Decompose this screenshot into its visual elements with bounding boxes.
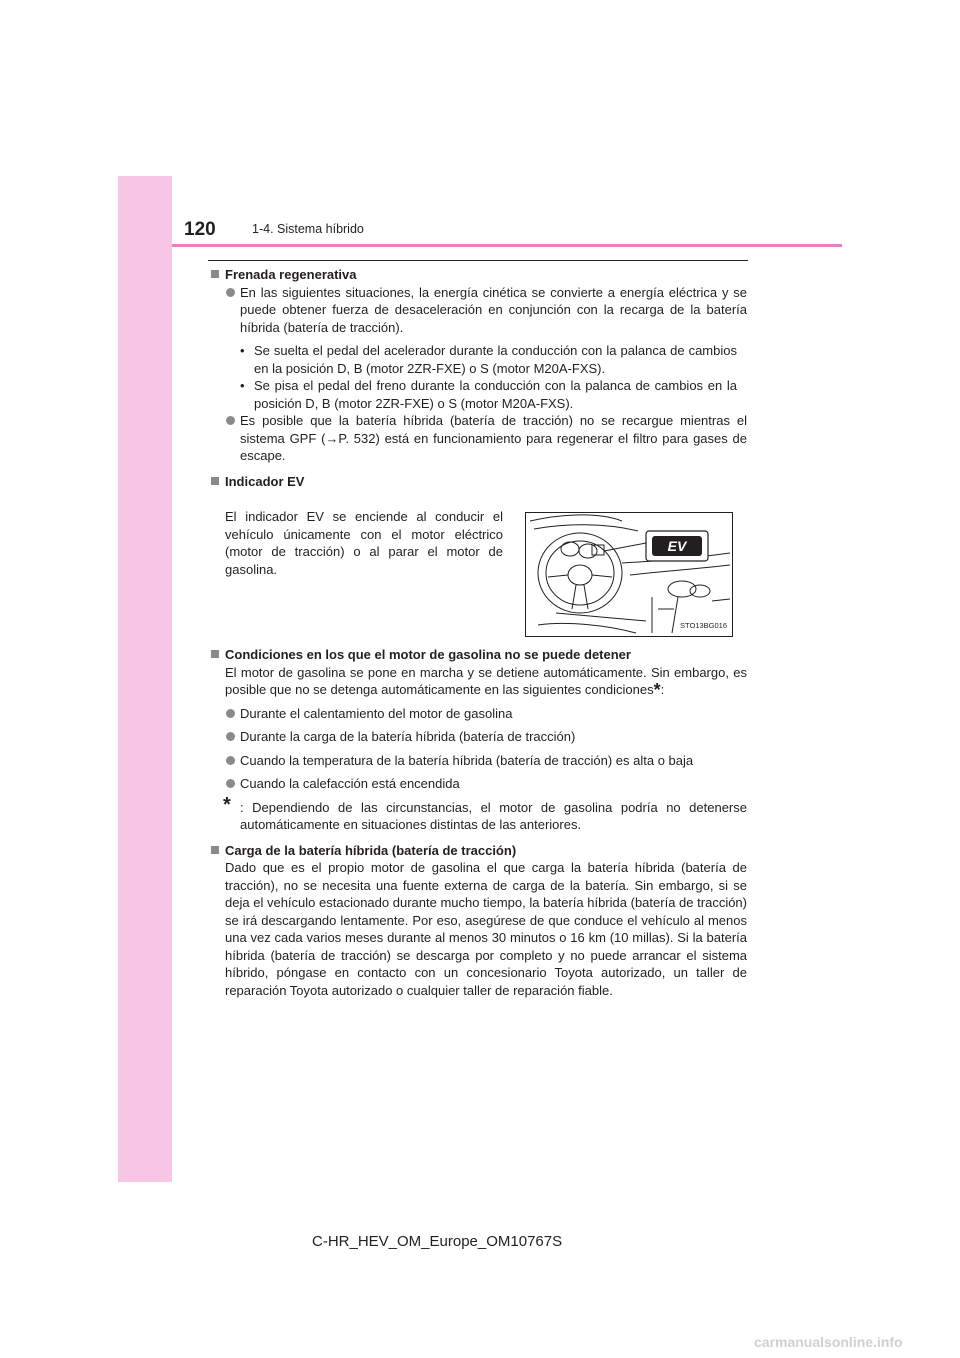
content-divider: [208, 260, 748, 261]
header-divider: [172, 244, 842, 247]
list-item: Es posible que la batería híbrida (batería de tracción) no se recargue mientras el sistema GPF (→P. 532) está en funcionamiento para regenerar el filtro para gases de escape.: [211, 412, 747, 465]
figure-code: STO13BG016: [679, 617, 728, 635]
footnote: * : Dependiendo de las circunstancias, el motor de gasolina podría no detenerse automáticamente en situaciones distintas de las anteriores.: [223, 793, 747, 832]
heading-regenerative-braking: Frenada regenerativa: [211, 266, 747, 284]
ev-indicator-illustration: [525, 512, 733, 637]
document-id: C-HR_HEV_OM_Europe_OM10767S: [312, 1233, 563, 1250]
charging-description: Dado que es el propio motor de gasolina el que carga la batería híbrida (batería de tracción), no se necesita una fuente externa de carga de la batería. Sin embargo, si se deja el vehículo estacionado durante mucho tiempo, la batería híbrida (batería de tracción) se irá descargando lentamente. Por eso, asegúrese de que conduce el vehículo al menos una vez cada varios meses durante al menos 30 minutos o 16 km (10 millas). Si la batería híbrida (batería de tracción) se descarga por completo y no puede arrancar el sistema híbrido, póngase en contacto con un concesionario Toyota autorizado, un taller de reparación Toyota autorizado o cualquier taller de reparación fiable.: [225, 860, 747, 998]
footnote-star-icon: *: [653, 680, 661, 700]
list-item: En las siguientes situaciones, la energía cinética se convierte a energía eléctrica y se puede obtener fuerza de desaceleración en conjunción con la recarga de la batería híbrida (batería de tracción).: [211, 284, 747, 337]
list-item: Cuando la calefacción está encendida: [211, 775, 747, 793]
sub-list-item: • Se pisa el pedal del freno durante la conducción con la palanca de cambios en la posición D, B (motor 2ZR-FXE) o S (motor M20A-FXS).: [240, 378, 737, 411]
section-title: 1-4. Sistema híbrido: [252, 222, 364, 236]
list-item: Durante la carga de la batería híbrida (batería de tracción): [211, 728, 747, 746]
round-bullet-icon: [226, 779, 235, 788]
section-tab-sidebar: [118, 176, 172, 1182]
heading-engine-conditions: Condiciones en los que el motor de gasolina no se puede detener: [211, 646, 747, 664]
watermark: carmanualsonline.info: [754, 1334, 903, 1350]
square-bullet-icon: [211, 270, 219, 278]
page-content: [211, 266, 747, 999]
square-bullet-icon: [211, 846, 219, 854]
footnote-star-icon: *: [223, 793, 231, 816]
page-number: 120: [184, 219, 216, 240]
ev-badge-icon: EV: [667, 538, 687, 554]
ev-indicator-block: [211, 490, 747, 636]
square-bullet-icon: [211, 477, 219, 485]
sub-list-item: • Se suelta el pedal del acelerador durante la conducción con la palanca de cambios en la posición D, B (motor 2ZR-FXE) o S (motor M20A-FXS).: [240, 343, 737, 376]
list-item: Durante el calentamiento del motor de gasolina: [211, 705, 747, 723]
heading-ev-indicator: Indicador EV: [211, 473, 747, 491]
square-bullet-icon: [211, 650, 219, 658]
round-bullet-icon: [226, 732, 235, 741]
round-bullet-icon: [226, 756, 235, 765]
list-item: Cuando la temperatura de la batería híbrida (batería de tracción) es alta o baja: [211, 752, 747, 770]
round-bullet-icon: [226, 288, 235, 297]
ev-indicator-description: El indicador EV se enciende al conducir el vehículo únicamente con el motor eléctrico (motor de tracción) o al parar el motor de gasolina.: [225, 509, 503, 577]
round-bullet-icon: [226, 416, 235, 425]
round-bullet-icon: [226, 709, 235, 718]
heading-hybrid-battery-charging: Carga de la batería híbrida (batería de tracción): [211, 842, 747, 860]
conditions-intro: El motor de gasolina se pone en marcha y se detiene automáticamente. Sin embargo, es posible que no se detenga automáticamente en las siguientes condiciones*:: [225, 664, 747, 700]
